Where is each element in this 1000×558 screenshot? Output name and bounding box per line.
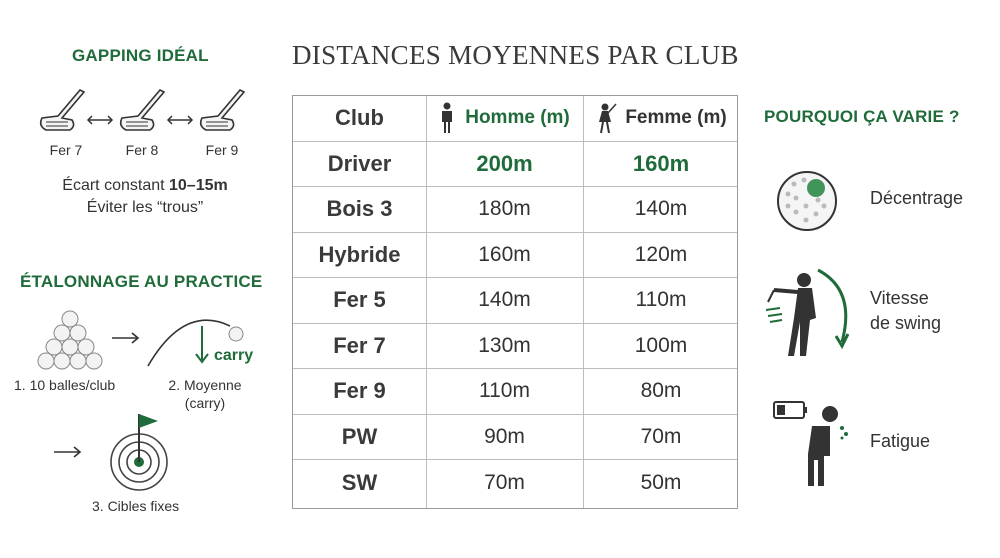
arrow-right-icon [110, 330, 142, 346]
cell-club: Bois 3 [326, 196, 393, 222]
why-item-label: Décentrage [870, 188, 964, 208]
iron-clubs-illustration [36, 86, 256, 136]
gapping-title: GAPPING IDÉAL [72, 46, 209, 65]
cell-club: PW [341, 423, 378, 449]
cell-men: 70m [484, 470, 525, 494]
gap-text [30, 177, 260, 195]
page-title: DISTANCES MOYENNES PAR CLUB [292, 40, 739, 70]
cell-women: 100m [634, 333, 688, 357]
table-row [293, 187, 737, 233]
cell-women: 80m [640, 379, 682, 403]
cell-women: 140m [634, 197, 688, 221]
header-men [426, 96, 583, 141]
cell-women: 160m [632, 150, 690, 176]
calibration-title: ÉTALONNAGE AU PRACTICE [20, 272, 263, 291]
golf-ball-icon [774, 168, 840, 234]
cell-women: 50m [640, 470, 682, 494]
cell-club: Hybride [318, 241, 401, 267]
gap-value: 10–15m [169, 177, 228, 194]
iron-club-icon [41, 90, 84, 130]
target-flag-icon [104, 410, 174, 494]
cell-club: Fer 7 [333, 332, 386, 358]
iron-club-icon [121, 90, 164, 130]
arrow-right-icon [52, 444, 84, 460]
header-women-label: Femme (m) [625, 107, 727, 129]
cell-men: 180m [478, 197, 531, 221]
club-label-fer9: Fer 9 [205, 142, 239, 158]
table-row [293, 278, 737, 324]
header-women [583, 96, 739, 141]
distance-table [292, 95, 738, 509]
calibration-step2-line1: 2. Moyenne [168, 377, 242, 393]
table-row [293, 142, 737, 188]
cell-men: 200m [476, 150, 533, 176]
gap-advice: Éviter les “trous” [86, 199, 204, 216]
cell-women: 110m [635, 288, 687, 312]
cell-club: Fer 9 [333, 378, 386, 404]
calibration-step1: 1. 10 balles/club [14, 377, 116, 393]
club-label-fer8: Fer 8 [125, 142, 159, 158]
carry-label: carry [214, 347, 254, 364]
why-title: POURQUOI ÇA VARIE ? [764, 107, 960, 126]
cell-women: 120m [634, 242, 688, 266]
golfer-swing-icon [764, 262, 856, 362]
iron-club-icon [201, 90, 244, 130]
double-arrow-icon [88, 116, 112, 124]
table-row [293, 460, 737, 506]
tired-golfer-icon [772, 398, 852, 490]
ball-pyramid-icon [34, 310, 106, 374]
why-item-label: Vitesse [870, 288, 929, 308]
table-row [293, 369, 737, 415]
cell-men: 140m [478, 288, 531, 312]
double-arrow-icon [168, 116, 192, 124]
cell-club: Driver [327, 150, 392, 176]
calibration-step3: 3. Cibles fixes [92, 498, 180, 514]
cell-men: 130m [478, 333, 531, 357]
why-item-label-2: de swing [870, 313, 942, 333]
man-icon [439, 102, 455, 134]
cell-men: 160m [478, 242, 531, 266]
why-item-label: Fatigue [870, 431, 931, 451]
header-men-label: Homme (m) [465, 107, 570, 129]
gap-prefix: Écart constant [62, 177, 169, 194]
cell-women: 70m [640, 424, 682, 448]
club-label-fer7: Fer 7 [49, 142, 83, 158]
woman-golfer-icon [595, 102, 617, 134]
table-header-row [293, 96, 737, 142]
cell-club: SW [341, 469, 378, 495]
cell-men: 110m [479, 379, 530, 403]
cell-club: Fer 5 [333, 287, 386, 313]
cell-men: 90m [484, 424, 525, 448]
calibration-step2-line2: (carry) [184, 395, 226, 411]
table-row [293, 415, 737, 461]
table-row [293, 324, 737, 370]
table-row [293, 233, 737, 279]
header-club: Club [335, 105, 384, 131]
